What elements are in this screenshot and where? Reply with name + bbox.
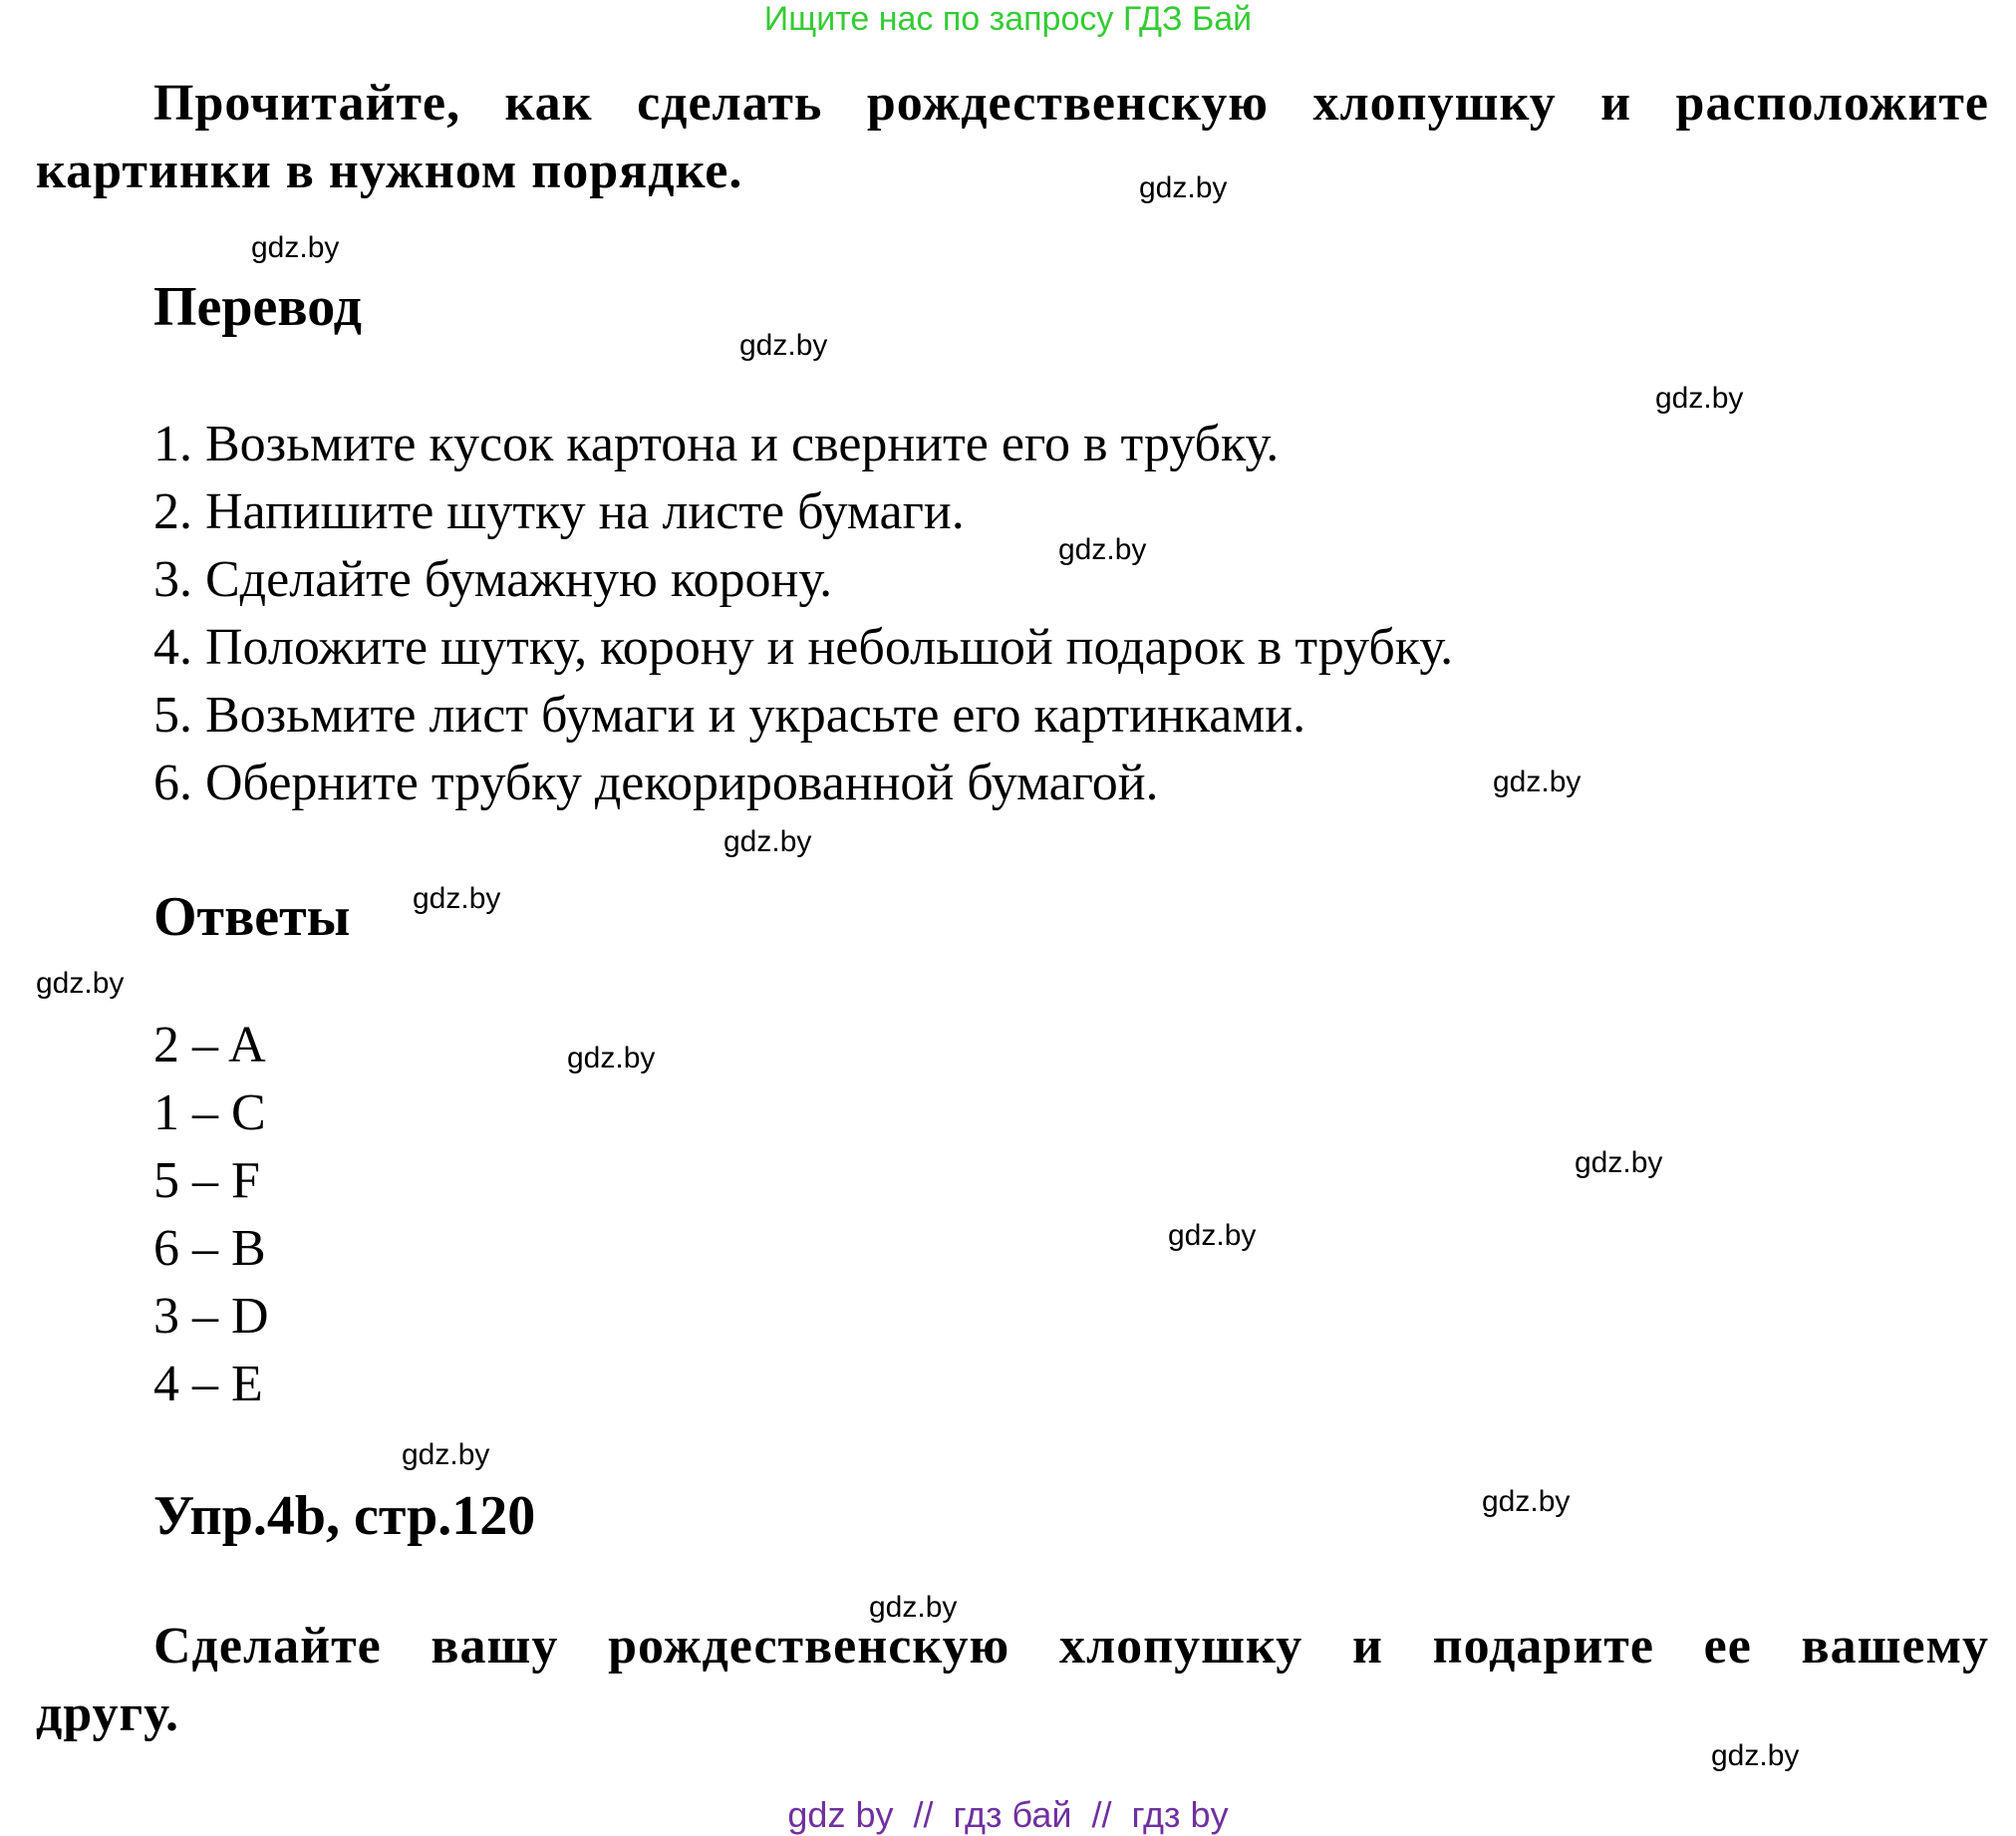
footer-part-2: гдз бай [953,1794,1072,1835]
exercise-instruction-line-2: другу. [36,1685,179,1742]
task-instruction-line-1: Прочитайте, как сделать рождественскую хлопушку и расположите [153,75,1989,132]
top-banner: Ищите нас по запросу ГДЗ Бай [763,0,1253,38]
step-item: 5. Возьмите лист бумаги и украсьте его картинками. [153,687,1306,744]
answer-item: 2 – A [153,1017,266,1073]
watermark: gdz.by [1711,1739,1800,1772]
watermark: gdz.by [1482,1485,1571,1518]
watermark: gdz.by [723,825,812,858]
translation-steps-list [153,411,1453,817]
watermark: gdz.by [251,231,340,264]
watermark: gdz.by [739,329,828,362]
task-instruction [36,70,1989,205]
exercise-heading: Упр.4b, стр.120 [153,1485,536,1547]
watermark: gdz.by [1493,765,1582,798]
step-item: 4. Положите шутку, корону и небольшой подарок в трубку. [153,619,1454,676]
footer-separator: // [913,1794,934,1835]
step-item: 1. Возьмите кусок картона и сверните его в трубку. [153,416,1280,472]
task-instruction-line-2: картинки в нужном порядке. [36,143,743,199]
watermark: gdz.by [413,882,501,915]
answer-item: 5 – F [153,1152,260,1209]
answer-item: 4 – E [153,1356,263,1412]
exercise-instruction [36,1613,1989,1748]
footer [0,1794,2016,1836]
answer-item: 1 – C [153,1084,266,1141]
footer-part-1: gdz by [787,1794,894,1835]
answer-item: 3 – D [153,1288,269,1345]
step-item: 6. Оберните трубку декорированной бумагой. [153,755,1159,811]
step-item: 3. Сделайте бумажную корону. [153,551,833,608]
watermark: gdz.by [1058,533,1147,566]
watermark: gdz.by [1139,171,1228,204]
watermark: gdz.by [1168,1219,1257,1252]
translation-heading: Перевод [153,276,362,338]
watermark: gdz.by [869,1591,958,1624]
answers-list [153,1012,269,1418]
answers-heading: Ответы [153,886,351,948]
step-item: 2. Напишите шутку на листе бумаги. [153,483,965,540]
watermark: gdz.by [402,1438,490,1471]
watermark: gdz.by [36,967,125,1000]
watermark: gdz.by [567,1042,656,1074]
footer-part-3: гдз by [1131,1794,1229,1835]
watermark: gdz.by [1655,382,1744,415]
exercise-instruction-line-1: Сделайте вашу рождественскую хлопушку и подарите ее вашему [153,1618,1989,1675]
answer-item: 6 – B [153,1220,266,1277]
watermark: gdz.by [1575,1146,1663,1179]
footer-separator: // [1091,1794,1112,1835]
